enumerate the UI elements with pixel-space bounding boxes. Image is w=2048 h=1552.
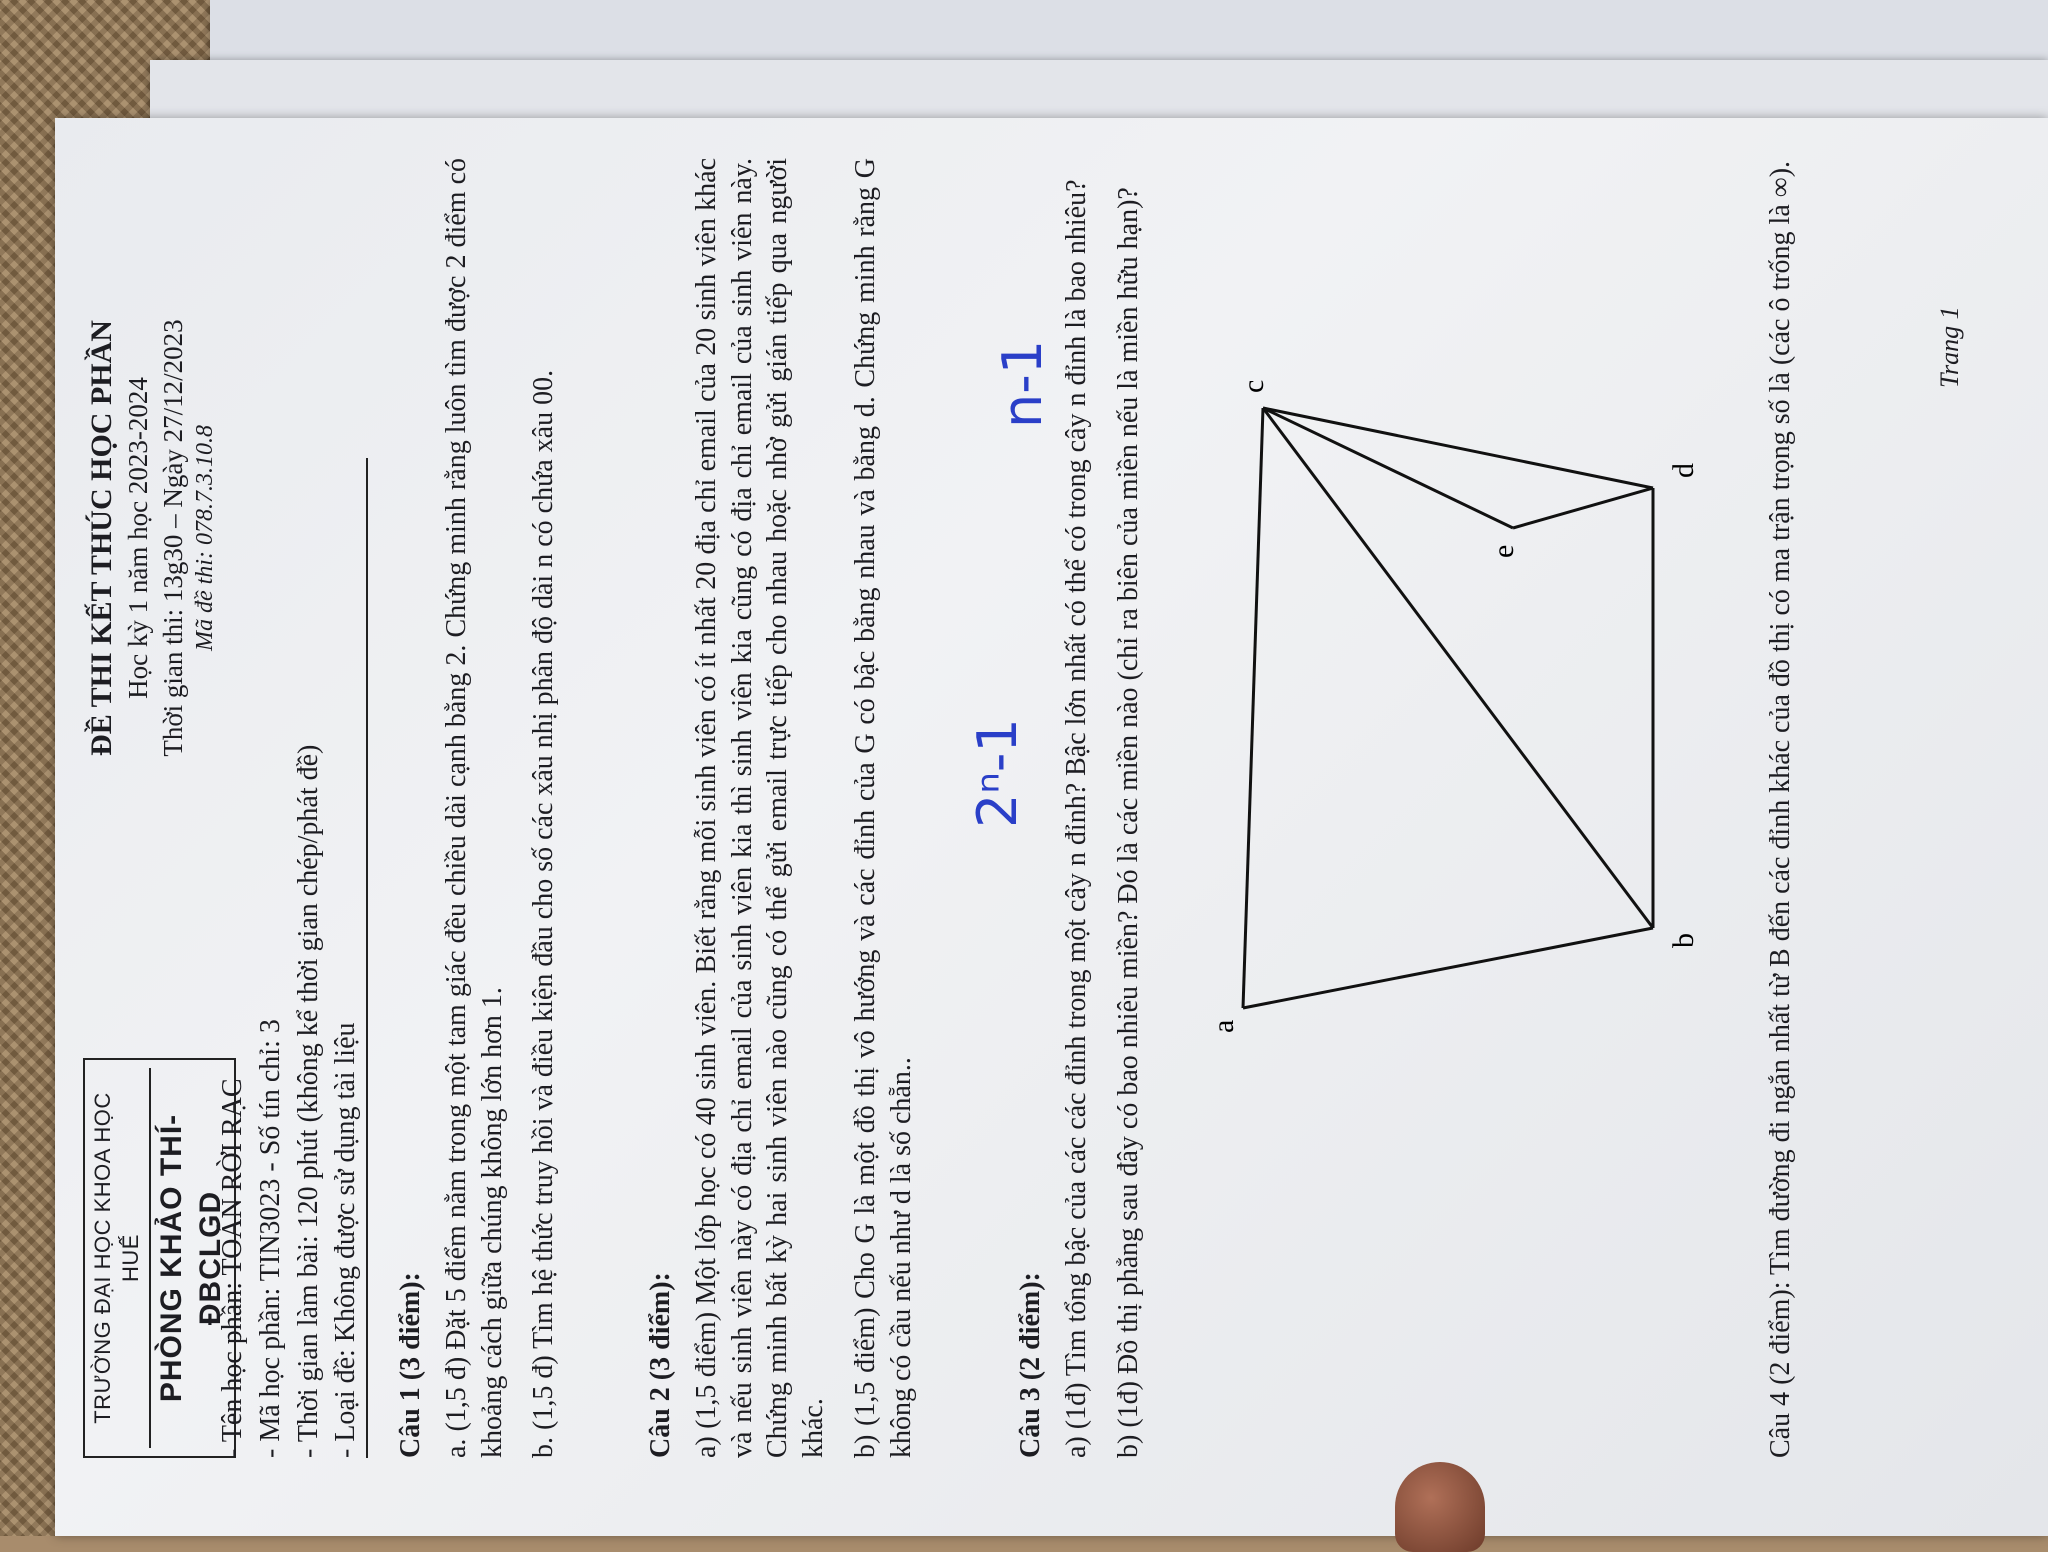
semester: Học kỳ 1 năm học 2023-2024	[123, 377, 154, 699]
handwritten-note: n-1	[991, 339, 1054, 428]
edge-a-b	[1243, 928, 1653, 1008]
school-name: TRƯỜNG ĐẠI HỌC KHOA HỌC HUẾ	[90, 1092, 144, 1424]
question-2-title: Câu 2 (3 điểm):	[645, 1272, 676, 1458]
duration: - Thời gian làm bài: 120 phút (không kể thời gian chép/phát đề)	[292, 744, 324, 1458]
course-info	[213, 158, 370, 1458]
exam-title-block	[83, 148, 221, 928]
page-number: Trang 1	[1935, 306, 1964, 388]
exam-office: PHÒNG KHẢO THÍ-ĐBCLGD	[149, 1068, 230, 1448]
question-1-title: Câu 1 (3 điểm):	[395, 1272, 426, 1458]
edge-a-c	[1243, 408, 1263, 1008]
course-code: - Mã học phần: TIN3023 - Số tín chỉ: 3	[254, 1019, 286, 1458]
course-name: - Tên học phần: TOÁN RỜI RẠC	[217, 1078, 248, 1458]
exam-page	[63, 118, 2048, 1528]
edge-e-c	[1263, 408, 1513, 528]
handwritten-note: 2ⁿ-1	[966, 718, 1029, 828]
edge-b-c	[1263, 408, 1653, 928]
question-3b: b) (1đ) Đồ thị phẳng sau đây có bao nhiêu miền? Đó là các miền nào (chỉ ra biên của miền nếu là miền hữu hạn)?	[1112, 187, 1144, 1458]
question-3a: a) (1đ) Tìm tổng bậc của các các đỉnh trong một cây n đỉnh? Bậc lớn nhất có thể có trong cây n đỉnh là bao nhiêu?	[1060, 179, 1092, 1458]
question-4-text: Câu 4 (2 điểm): Tìm đường đi ngắn nhất từ B đến các đỉnh khác của đồ thị có ma trận trọng số là (các ô trống là ∞).	[1765, 160, 1796, 1458]
question-4	[1763, 158, 1815, 1458]
question-1b: b. (1,5 đ) Tìm hệ thức truy hồi và điều kiện đầu cho số các xâu nhị phân độ dài n có chứa xâu 00.	[528, 369, 560, 1458]
finger-tip	[1395, 1462, 1485, 1552]
exam-title: ĐỀ THI KẾT THÚC HỌC PHẦN	[85, 320, 118, 756]
divider	[366, 458, 368, 1458]
vertex-label-c: c	[1237, 379, 1270, 393]
edge-d-e	[1513, 488, 1653, 528]
question-2b: b) (1,5 điểm) Cho G là một đồ thị vô hướng và các đỉnh của G có bậc bằng nhau và bằng d. Chứng minh rằng G không có cầu nếu như d là số chẵn..	[850, 158, 917, 1458]
vertex-label-b: b	[1667, 933, 1700, 948]
question-2	[643, 158, 936, 1458]
vertex-label-a: a	[1207, 1019, 1240, 1033]
exam-type: - Loại đề: Không được sử dụng tài liệu	[330, 1022, 362, 1458]
exam-time: Thời gian thi: 13g30 – Ngày 27/12/2023	[157, 319, 188, 757]
question-1	[393, 158, 578, 1458]
exam-code: Mã đề thi: 078.7.3.10.8	[192, 425, 219, 651]
edge-d-c	[1263, 408, 1653, 488]
question-3	[1013, 158, 1162, 1458]
vertex-label-d: d	[1667, 463, 1700, 478]
question-3-title: Câu 3 (2 điểm):	[1015, 1272, 1046, 1458]
exam-paper	[55, 118, 2048, 1536]
planar-graph	[1183, 348, 1703, 1048]
question-1a: a. (1,5 đ) Đặt 5 điểm nằm trong một tam giác đều chiều dài cạnh bằng 2. Chứng minh rằng luôn tìm được 2 điểm có khoảng cách giữa chúng không lớn hơn 1.	[440, 158, 508, 1458]
vertex-label-e: e	[1487, 544, 1520, 558]
question-2a: a) (1,5 điểm) Một lớp học có 40 sinh viên. Biết rằng mỗi sinh viên có ít nhất 20 địa chỉ email của 20 sinh viên khác và nếu sinh viên này có địa chỉ email của sinh viên kia thì sinh viên kia cũng có địa chỉ email của sinh viên này. Chứng minh bất kỳ hai sinh viên nào cũng có thể gửi email trực tiếp cho nhau hoặc nhờ gửi gián tiếp qua người khác.	[690, 158, 830, 1458]
